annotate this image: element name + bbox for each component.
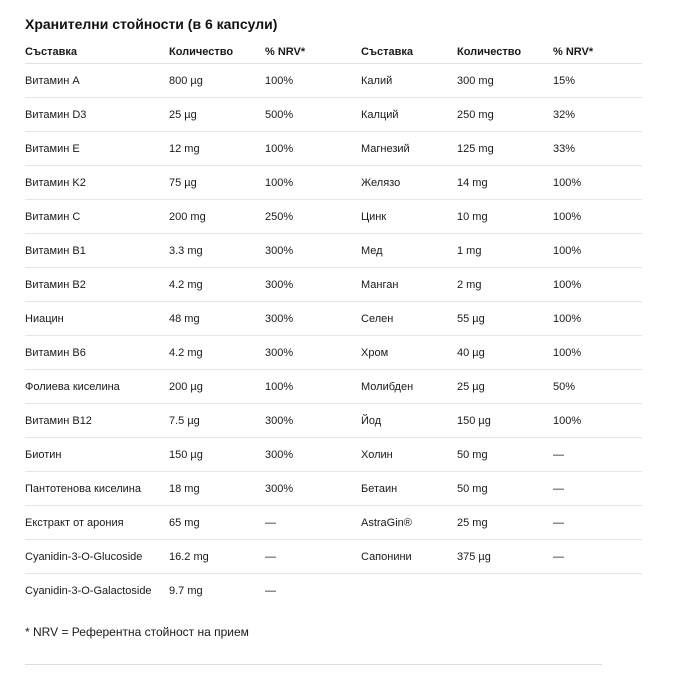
ingredient-cell (361, 574, 457, 608)
nutrition-title: Хранителни стойности (в 6 капсули) (25, 16, 278, 32)
amount-cell: 16.2 mg (169, 540, 265, 574)
ingredient-cell: Калций (361, 98, 457, 132)
table-row (25, 64, 642, 98)
table-row (25, 438, 642, 472)
amount-cell: 55 µg (457, 302, 553, 336)
ingredient-cell: Витамин B6 (25, 336, 169, 370)
nrv-cell: — (553, 472, 642, 506)
ingredient-cell: Хром (361, 336, 457, 370)
nrv-cell: 100% (553, 200, 642, 234)
table-row (25, 336, 642, 370)
table-row (25, 370, 642, 404)
nrv-cell: — (265, 584, 276, 597)
amount-cell: 2 mg (457, 268, 553, 302)
header-ingredient: Съставка (361, 41, 457, 64)
nrv-cell: 33% (553, 132, 642, 166)
table-row (25, 540, 642, 574)
nrv-cell: 100% (553, 404, 642, 438)
amount-cell: 250 mg (457, 98, 553, 132)
ingredient-cell: Бетаин (361, 472, 457, 506)
nrv-cell: 500% (265, 98, 361, 132)
nrv-cell: 250% (265, 200, 361, 234)
amount-cell: 800 µg (169, 64, 265, 98)
ingredient-cell: Фолиева киселина (25, 370, 169, 404)
nrv-cell (553, 574, 642, 608)
ingredient-cell: Витамин K2 (25, 166, 169, 200)
nrv-cell: 300% (265, 336, 361, 370)
amount-cell: 48 mg (169, 302, 265, 336)
nrv-cell: — (553, 438, 642, 472)
amount-cell: 150 µg (169, 438, 265, 472)
nrv-cell: 100% (265, 132, 361, 166)
ingredient-cell: AstraGin® (361, 506, 457, 540)
amount-cell: 18 mg (169, 472, 265, 506)
amount-cell: 65 mg (169, 506, 265, 540)
table-row (25, 302, 642, 336)
ingredient-cell: Витамин B2 (25, 268, 169, 302)
amount-cell: 50 mg (457, 438, 553, 472)
amount-cell: 4.2 mg (169, 268, 265, 302)
table-body (25, 64, 642, 608)
ingredient-cell: Биотин (25, 438, 169, 472)
ingredient-cell: Cyanidin-3-O-Glucoside (25, 540, 169, 574)
footnote: * NRV = Референтна стойност на прием (25, 625, 249, 639)
ingredient-cell: Мед (361, 234, 457, 268)
amount-cell: 25 µg (169, 98, 265, 132)
ingredient-cell: Калий (361, 64, 457, 98)
ingredient-cell: Йод (361, 404, 457, 438)
nrv-cell: 32% (553, 98, 642, 132)
ingredient-cell: Витамин D3 (25, 98, 169, 132)
amount-cell: 200 mg (169, 200, 265, 234)
amount-cell: 10 mg (457, 200, 553, 234)
header-nrv: % NRV* (553, 41, 642, 64)
table-row (25, 574, 642, 608)
nrv-cell: 300% (265, 234, 361, 268)
table-row (25, 166, 642, 200)
nrv-cell: 300% (265, 302, 361, 336)
header-amount: Количество (169, 41, 265, 64)
amount-cell: 9.7 mg (169, 584, 203, 597)
header-amount: Количество (457, 41, 553, 64)
table-row (25, 268, 642, 302)
ingredient-cell: Ниацин (25, 302, 169, 336)
nutrition-table (25, 41, 642, 607)
table-row (25, 506, 642, 540)
ingredient-cell: Цинк (361, 200, 457, 234)
nrv-cell: 100% (553, 302, 642, 336)
amount-cell: 1 mg (457, 234, 553, 268)
divider (25, 664, 602, 665)
table-row (25, 404, 642, 438)
table-row (25, 132, 642, 166)
amount-cell: 25 µg (457, 370, 553, 404)
amount-cell: 75 µg (169, 166, 265, 200)
amount-cell: 12 mg (169, 132, 265, 166)
nrv-cell: 300% (265, 268, 361, 302)
nrv-cell: 300% (265, 438, 361, 472)
amount-cell: 14 mg (457, 166, 553, 200)
table-row (25, 472, 642, 506)
amount-cell: 3.3 mg (169, 234, 265, 268)
ingredient-cell: Витамин E (25, 132, 169, 166)
table-row (25, 234, 642, 268)
ingredient-cell: Магнезий (361, 132, 457, 166)
ingredient-cell: Пантотенова киселина (25, 472, 169, 506)
amount-cell: 50 mg (457, 472, 553, 506)
ingredient-cell: Желязо (361, 166, 457, 200)
nrv-cell: — (553, 506, 642, 540)
amount-cell: 200 µg (169, 370, 265, 404)
nrv-cell: 100% (265, 166, 361, 200)
ingredient-cell: Молибден (361, 370, 457, 404)
amount-cell: 300 mg (457, 64, 553, 98)
nrv-cell: — (265, 540, 361, 574)
ingredient-cell: Екстракт от арония (25, 506, 169, 540)
nrv-cell: 100% (553, 166, 642, 200)
table-row (25, 98, 642, 132)
amount-cell: 150 µg (457, 404, 553, 438)
ingredient-cell: Холин (361, 438, 457, 472)
ingredient-cell: Сапонини (361, 540, 457, 574)
ingredient-cell: Витамин B1 (25, 234, 169, 268)
amount-cell: 40 µg (457, 336, 553, 370)
nrv-cell: 300% (265, 472, 361, 506)
nrv-cell: 100% (265, 64, 361, 98)
amount-cell: 25 mg (457, 506, 553, 540)
nrv-cell: 100% (553, 234, 642, 268)
amount-cell: 7.5 µg (169, 404, 265, 438)
amount-cell: 375 µg (457, 540, 553, 574)
ingredient-cell: Манган (361, 268, 457, 302)
ingredient-cell: Селен (361, 302, 457, 336)
header-nrv: % NRV* (265, 41, 361, 64)
nrv-cell: 100% (553, 336, 642, 370)
ingredient-cell: Cyanidin-3-O-Galactoside (25, 584, 152, 597)
amount-cell: 125 mg (457, 132, 553, 166)
table-row (25, 200, 642, 234)
nrv-cell: — (265, 506, 361, 540)
nrv-cell: — (553, 540, 642, 574)
ingredient-cell: Витамин B12 (25, 404, 169, 438)
nrv-cell: 100% (553, 268, 642, 302)
nrv-cell: 100% (265, 370, 361, 404)
nrv-cell: 15% (553, 64, 642, 98)
ingredient-cell: Витамин A (25, 64, 169, 98)
nrv-cell: 50% (553, 370, 642, 404)
header-ingredient: Съставка (25, 41, 169, 64)
table-header-row (25, 41, 642, 64)
amount-cell (457, 574, 553, 608)
ingredient-cell: Витамин C (25, 200, 169, 234)
nrv-cell: 300% (265, 404, 361, 438)
amount-cell: 4.2 mg (169, 336, 265, 370)
